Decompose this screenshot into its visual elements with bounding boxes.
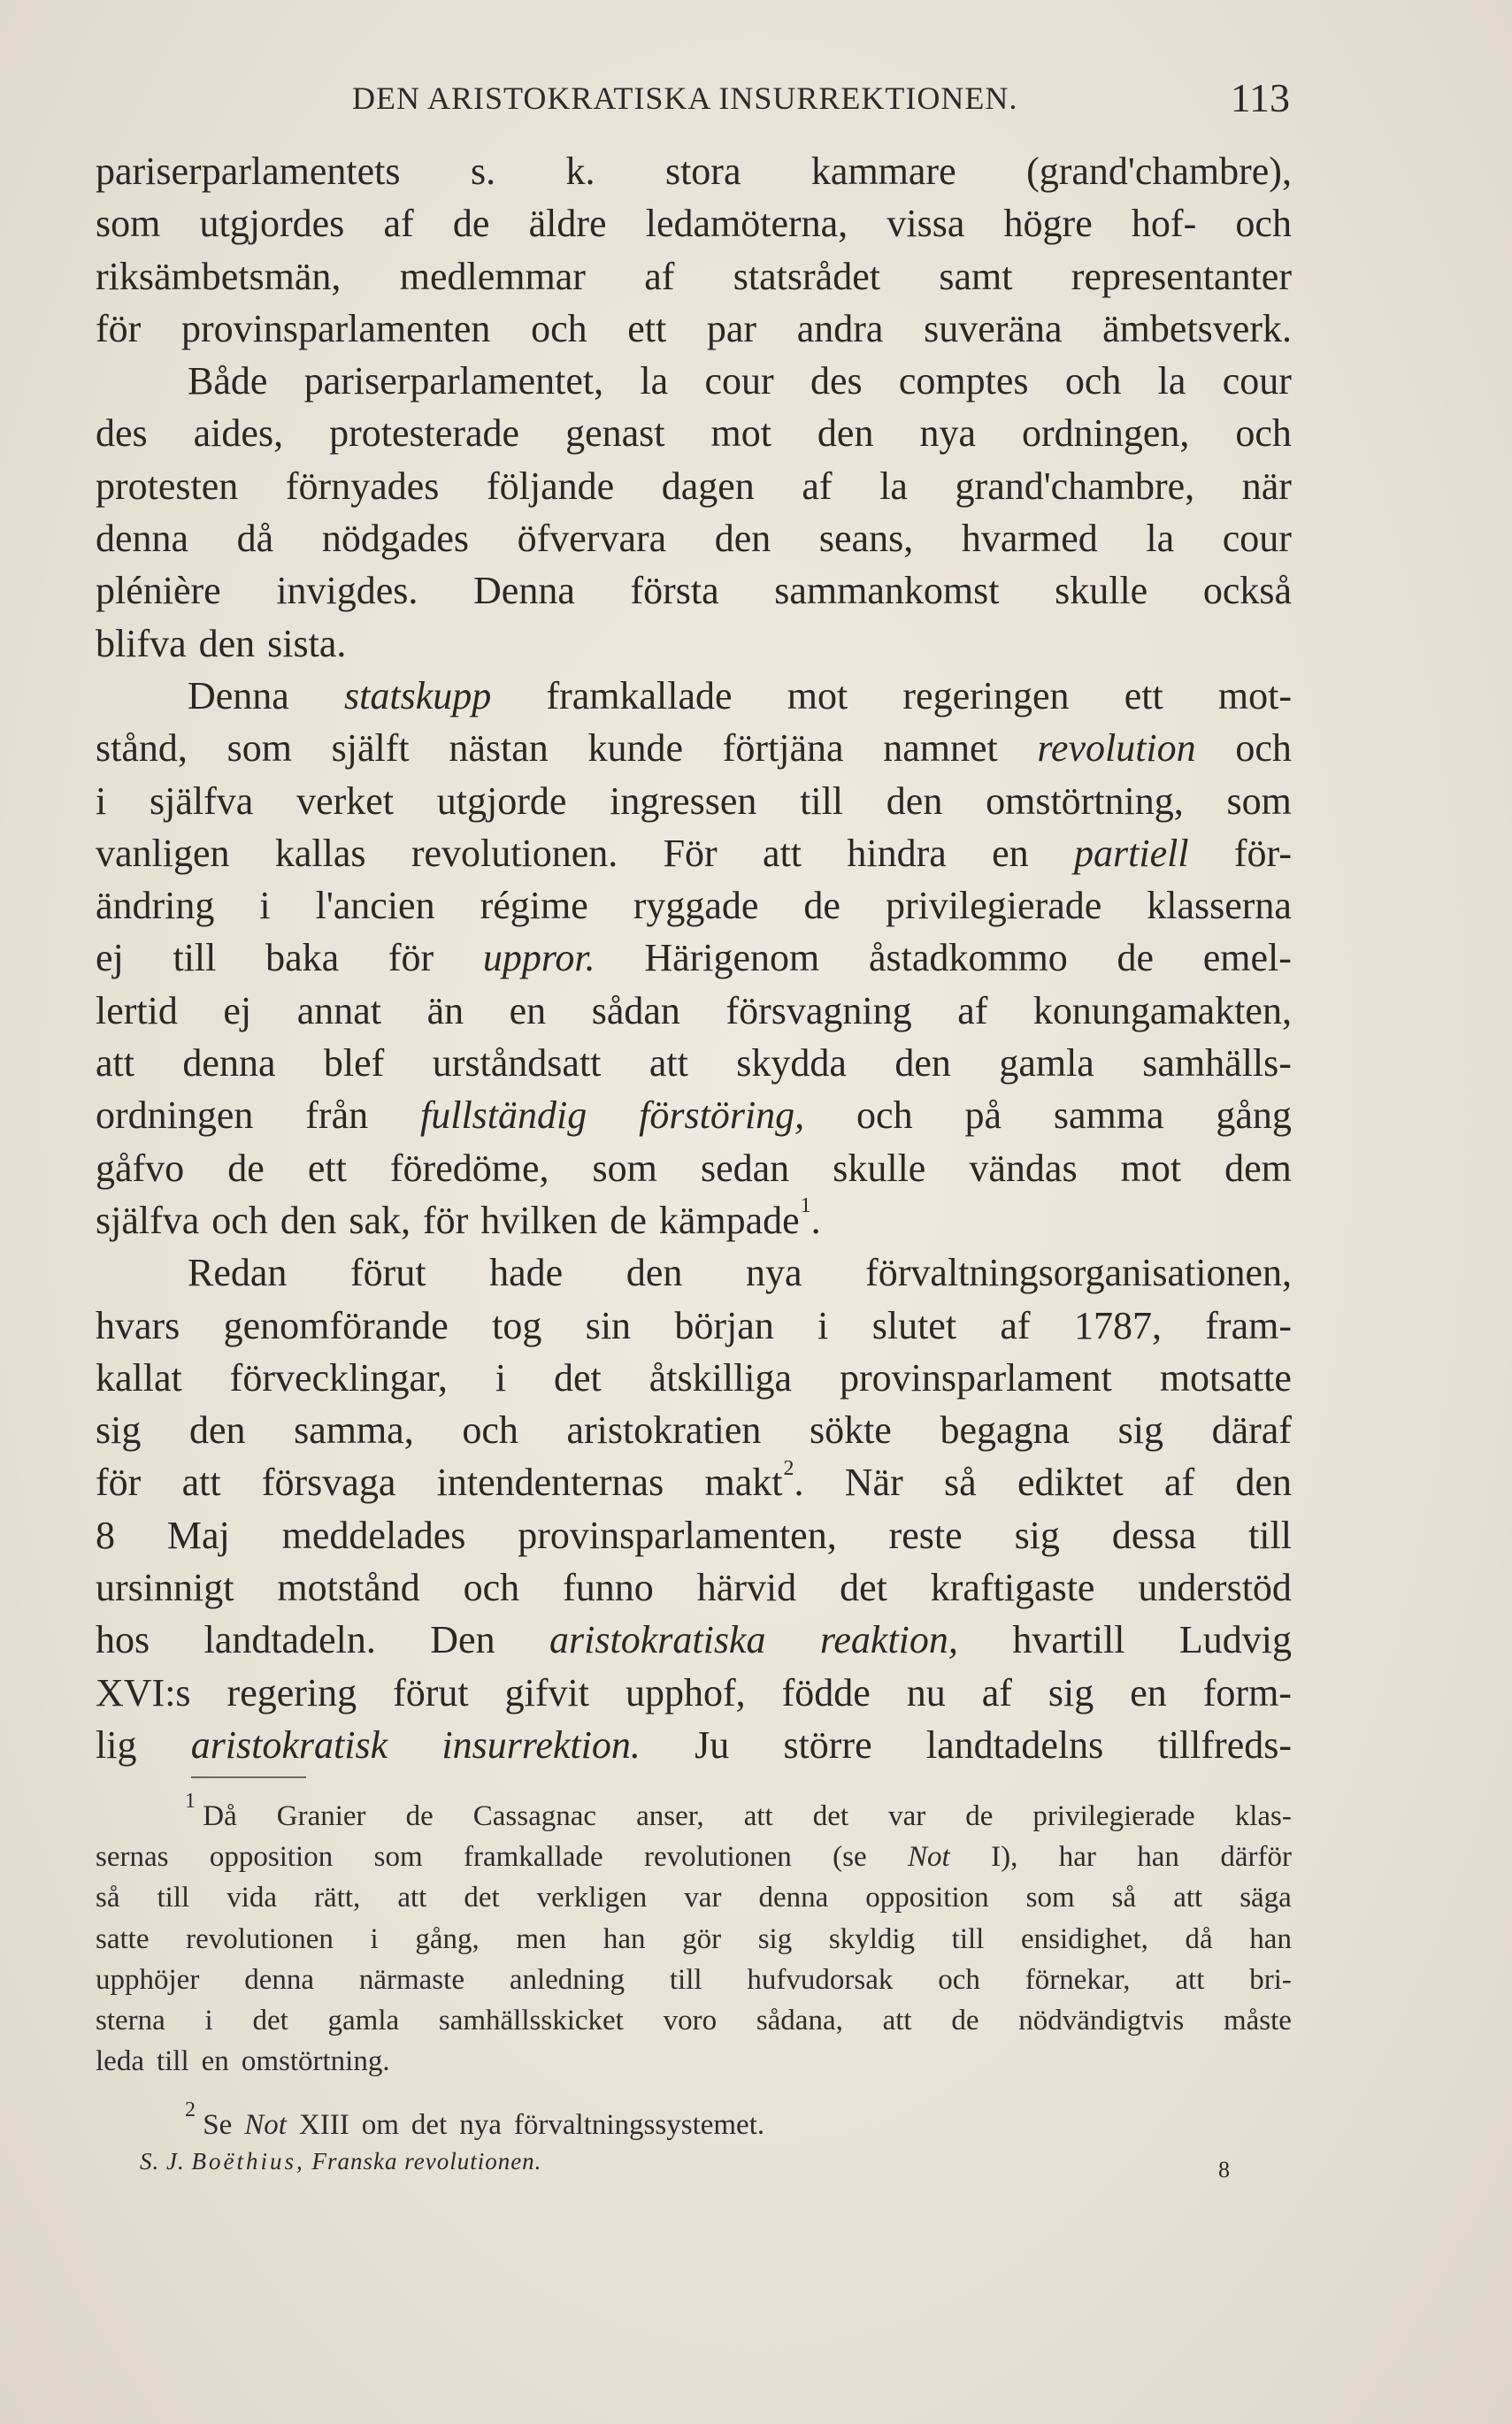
text-line: hos landtadeln. Den aristokratiska reaktion, hvartill Ludvig xyxy=(96,1618,1292,1662)
text-line: blifva den sista. xyxy=(96,621,347,665)
text-line: Redan förut hade den nya förvaltningsorganisationen, xyxy=(188,1251,1292,1295)
text-line: Både pariserparlamentet, la cour des comptes och la cour xyxy=(188,359,1292,403)
text-line: kallat förvecklingar, i det åtskilliga provinsparlament motsatte xyxy=(96,1355,1292,1400)
footnote-line: $^2$ Se Not XIII om det nya förvaltningssystemet. xyxy=(185,2098,765,2142)
text-line: ursinnigt motstånd och funno härvid det kraftigaste understöd xyxy=(96,1566,1292,1610)
footnote-line: sernas opposition som framkallade revolutionen (se Not I), har han därför xyxy=(96,1841,1292,1874)
text-line: 8 Maj meddelades provinsparlamenten, reste sig dessa till xyxy=(96,1513,1292,1557)
footnote-number: 2 xyxy=(185,2098,196,2122)
text-line: protesten förnyades följande dagen af la grand'chambre, när xyxy=(96,464,1292,508)
page-number: 113 xyxy=(1230,75,1290,120)
text-line: des aides, protesterade genast mot den nya ordningen, och xyxy=(96,411,1292,456)
text-line: gåfvo de ett föredöme, som sedan skulle vändas mot dem xyxy=(96,1146,1292,1190)
text-line: plénière invigdes. Denna första sammankomst skulle också xyxy=(96,569,1292,613)
page-header xyxy=(96,71,1290,133)
footnote-mark: 1 xyxy=(800,1194,811,1218)
text-line: vanligen kallas revolutionen. För att hindra en partiell för- xyxy=(96,831,1292,875)
text-line: lertid ej annat än en sådan försvagning af konungamakten, xyxy=(96,988,1292,1032)
text-line: pariserparlamentets s. k. stora kammare (grand'chambre), xyxy=(96,150,1292,193)
text-line: att denna blef urståndsatt att skydda den gamla samhälls- xyxy=(96,1041,1292,1085)
text-line: XVI:s regering förut gifvit upphof, födde nu af sig en form- xyxy=(96,1670,1292,1714)
text-line: Denna statskupp framkallade mot regeringen ett mot- xyxy=(188,673,1292,717)
footnote-line: sterna i det gamla samhällsskicket voro sådana, att de nödvändigtvis måste xyxy=(96,2004,1292,2037)
footnote-line: satte revolutionen i gång, men han gör sig skyldig till ensidighet, då han xyxy=(96,1922,1292,1955)
text-line: ordningen från fullständig förstöring, och på samma gång xyxy=(96,1093,1292,1138)
text-line: ändring i l'ancien régime ryggade de privilegierade klasserna xyxy=(96,884,1292,928)
text-line: som utgjordes af de äldre ledamöterna, vissa högre hof- och xyxy=(96,202,1292,246)
signature-text: S. J. Boëthius, Franska revolutionen. xyxy=(140,2148,542,2175)
text-line: för provinsparlamenten och ett par andra suveräna ämbetsverk. xyxy=(96,306,1292,350)
text-line: riksämbetsmän, medlemmar af statsrådet samt representanter xyxy=(96,254,1292,298)
text-line: i själfva verket utgjorde ingressen till den omstörtning, som xyxy=(96,779,1292,823)
footnote-number: 1 xyxy=(185,1790,196,1813)
text-line: stånd, som själft nästan kunde förtjäna namnet revolution och xyxy=(96,726,1292,771)
footnote-line: leda till en omstörtning. xyxy=(96,2045,390,2078)
footnotes xyxy=(96,1790,1292,2146)
footnote-line: så till vida rätt, att det verkligen var denna opposition som så att säga xyxy=(96,1882,1292,1914)
printers-signature xyxy=(140,2146,1292,2190)
text-line: själfva och den sak, för hvilken de kämpade$^1$. xyxy=(96,1194,821,1242)
text-line: hvars genomförande tog sin början i slutet af 1787, fram- xyxy=(96,1303,1292,1347)
running-title: DEN ARISTOKRATISKA INSURREKTIONEN. xyxy=(352,81,1018,116)
text-line: lig aristokratisk insurrektion. Ju större landtadelns tillfreds- xyxy=(96,1722,1292,1767)
footnote-line: $^1$ Då Granier de Cassagnac anser, att det var de privilegierade klas- xyxy=(185,1790,1292,1832)
main-text xyxy=(96,145,1292,1771)
text-line: för att försvaga intendenternas makt$^2$. När så ediktet af den xyxy=(96,1456,1292,1505)
footnote-mark: 2 xyxy=(783,1456,794,1480)
footnote-line: upphöjer denna närmaste anledning till hufvudorsak och förnekar, att bri- xyxy=(96,1963,1292,1996)
text-line: sig den samma, och aristokratien sökte begagna sig däraf xyxy=(96,1408,1292,1453)
text-line: denna då nödgades öfvervara den seans, hvarmed la cour xyxy=(96,517,1292,561)
footnote-rule xyxy=(191,1776,306,1778)
text-line: ej till baka för uppror. Härigenom åstadkommo de emel- xyxy=(96,936,1292,980)
sheet-number: 8 xyxy=(1218,2157,1230,2182)
